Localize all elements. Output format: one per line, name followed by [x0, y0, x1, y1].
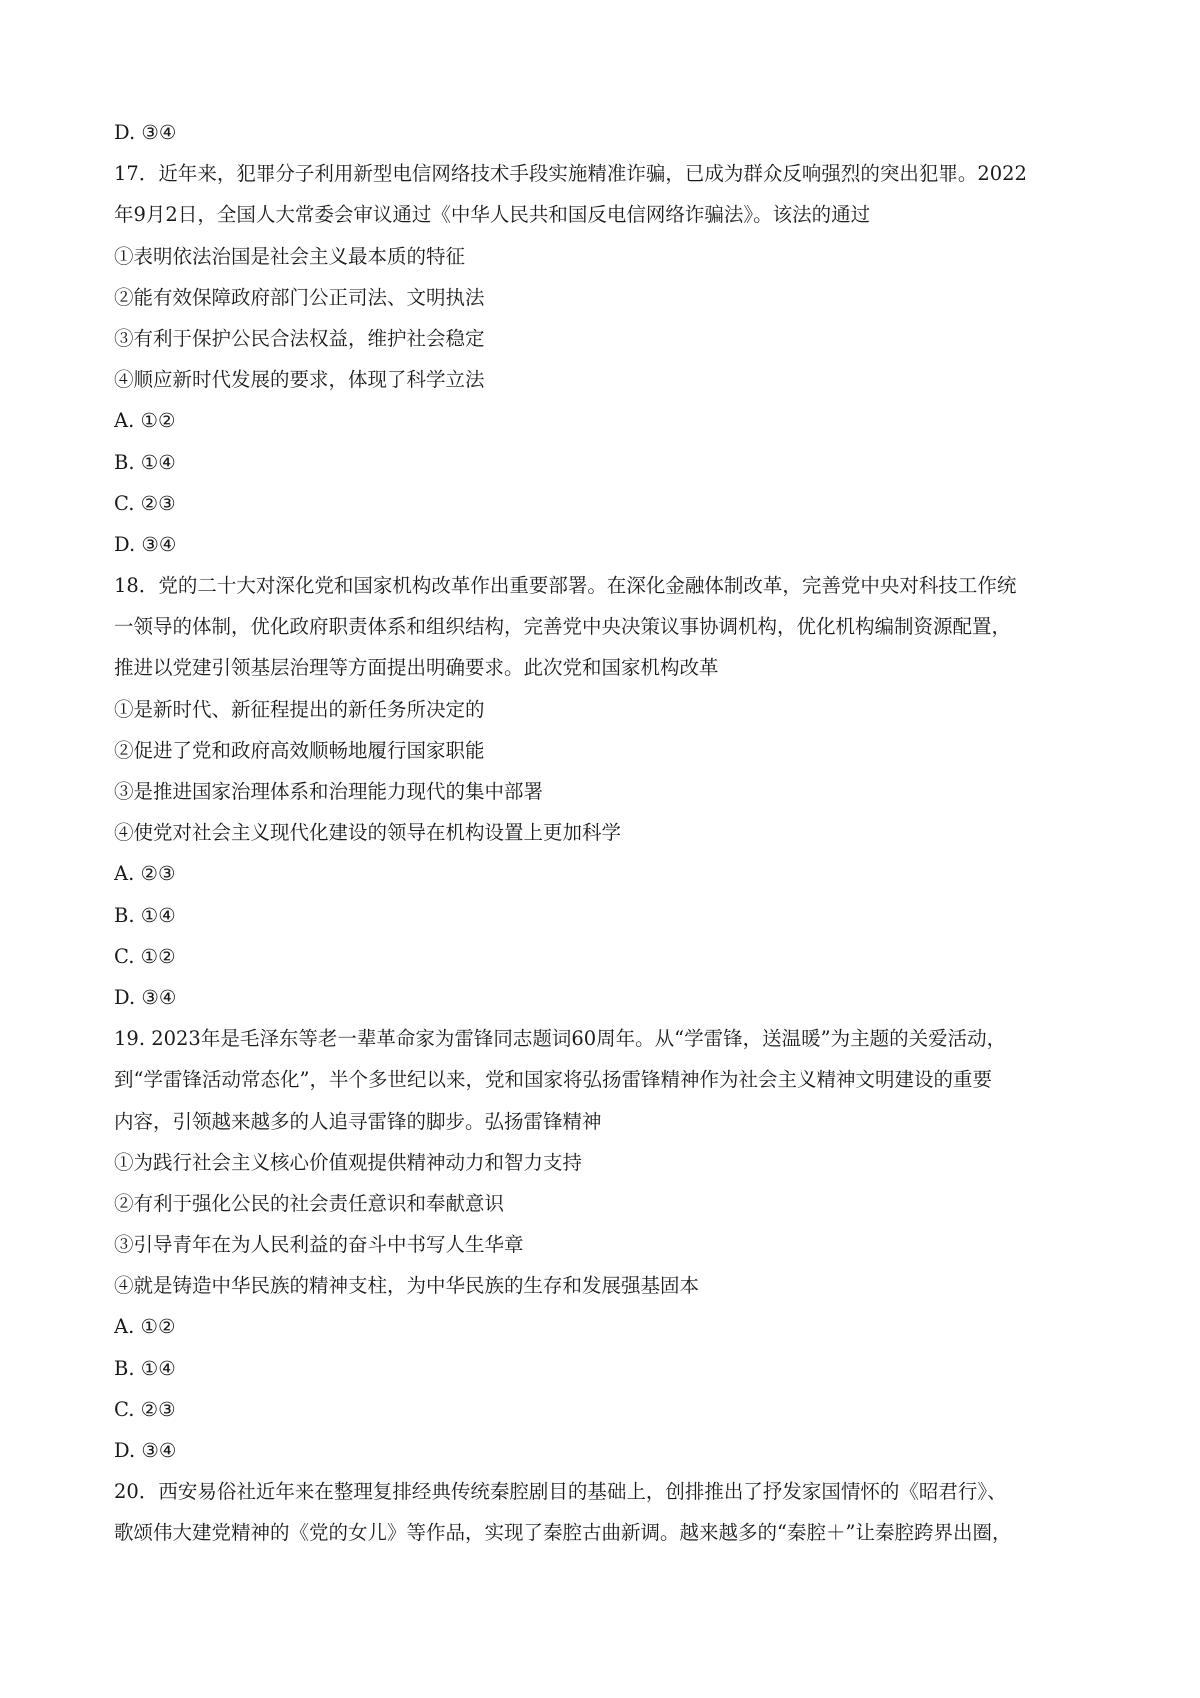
question-17-statement-2: ②能有效保障政府部门公正司法、文明执法 — [114, 285, 485, 309]
question-19-statement-3: ③引导青年在为人民利益的奋斗中书写人生华章 — [114, 1233, 524, 1257]
question-20-stem-line-2: 歌颂伟大建党精神的《党的女儿》等作品，实现了秦腔古曲新调。越来越多的“秦腔＋”让秦腔跨界出圈， — [114, 1521, 1012, 1545]
question-18-statement-2: ②促进了党和政府高效顺畅地履行国家职能 — [114, 738, 485, 762]
question-17-option-c: C. ②③ — [114, 491, 176, 515]
question-20-stem-line-1: 20．西安易俗社近年来在整理复排经典传统秦腔剧目的基础上，创排推出了抒发家国情怀的《昭君行》、 — [114, 1480, 1007, 1504]
question-17-option-b: B. ①④ — [114, 450, 176, 474]
question-17 — [114, 153, 1104, 565]
question-18-stem-line-2: 一领导的体制，优化政府职责体系和组织结构，完善党中央决策议事协调机构，优化机构编制资源配置， — [114, 615, 1012, 639]
question-17-option-d: D. ③④ — [114, 532, 177, 556]
question-19-option-c: C. ②③ — [114, 1397, 176, 1421]
question-18-statement-1: ①是新时代、新征程提出的新任务所决定的 — [114, 697, 485, 721]
question-19-stem-line-1: 19. 2023年是毛泽东等老一辈革命家为雷锋同志题词60周年。从“学雷锋，送温暖”为主题的关爱活动， — [114, 1027, 1007, 1051]
question-18-statement-4: ④使党对社会主义现代化建设的领导在机构设置上更加科学 — [114, 821, 622, 845]
question-19-option-d: D. ③④ — [114, 1439, 177, 1462]
question-18-statement-3: ③是推进国家治理体系和治理能力现代的集中部署 — [114, 780, 544, 803]
question-18-option-d: D. ③④ — [114, 985, 177, 1009]
question-19-stem-line-2: 到“学雷锋活动常态化”，半个多世纪以来，党和国家将弘扬雷锋精神作为社会主义精神文明建设的重要 — [114, 1068, 992, 1092]
question-17-statement-1: ①表明依法治国是社会主义最本质的特征 — [114, 244, 466, 268]
question-17-stem-line-2: 年9月2日，全国人大常委会审议通过《中华人民共和国反电信网络诈骗法》。该法的通过 — [114, 203, 871, 227]
question-19-statement-2: ②有利于强化公民的社会责任意识和奉献意识 — [114, 1191, 505, 1215]
question-19-option-b: B. ①④ — [114, 1356, 176, 1380]
question-19-statement-1: ①为践行社会主义核心价值观提供精神动力和智力支持 — [114, 1150, 583, 1174]
question-18-option-a: A. ②③ — [114, 862, 176, 886]
document-page — [114, 112, 1104, 1554]
question-19-stem-line-3: 内容，引领越来越多的人追寻雷锋的脚步。弘扬雷锋精神 — [114, 1109, 602, 1133]
question-19-statement-4: ④就是铸造中华民族的精神支柱，为中华民族的生存和发展强基固本 — [114, 1274, 700, 1298]
question-17-statement-4: ④顺应新时代发展的要求，体现了科学立法 — [114, 368, 485, 392]
question-17-option-a: A. ①② — [114, 409, 176, 433]
question-19 — [114, 1018, 1104, 1471]
question-17-stem-line-1: 17．近年来，犯罪分子利用新型电信网络技术手段实施精准诈骗，已成为群众反响强烈的突出犯罪。2022 — [114, 162, 1027, 186]
question-18-stem-line-3: 推进以党建引领基层治理等方面提出明确要求。此次党和国家机构改革 — [114, 656, 719, 680]
question-17-statement-3: ③有利于保护公民合法权益，维护社会稳定 — [114, 326, 485, 350]
option-d-q16: D. ③④ — [114, 121, 177, 144]
question-19-option-a: A. ①② — [114, 1315, 176, 1339]
question-20 — [114, 1471, 1104, 1553]
question-18-stem-line-1: 18．党的二十大对深化党和国家机构改革作出重要部署。在深化金融体制改革，完善党中央对科技工作统 — [114, 574, 1017, 598]
question-18-option-c: C. ①② — [114, 944, 176, 968]
question-18 — [114, 565, 1104, 1018]
question-18-option-b: B. ①④ — [114, 903, 176, 927]
